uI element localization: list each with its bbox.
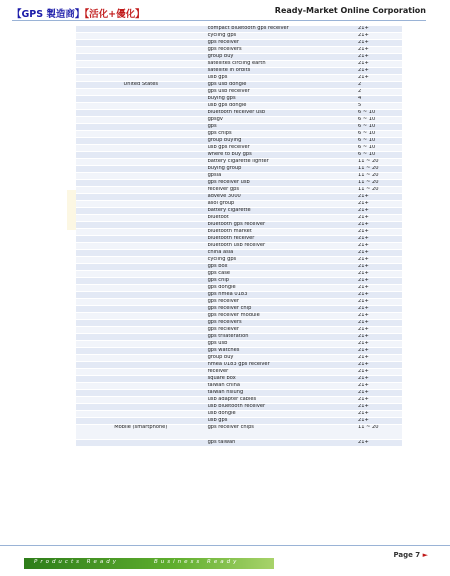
value-cell: 21+ (356, 306, 402, 313)
keyword-cell: usb dongle (206, 411, 356, 418)
keyword-cell: buying group (206, 166, 356, 173)
header-optimize: 【活化+優化】 (84, 9, 145, 20)
region-cell (76, 54, 206, 61)
value-cell: 21+ (356, 264, 402, 271)
region-cell (76, 257, 206, 264)
keyword-cell: group buying (206, 138, 356, 145)
table-row (76, 187, 402, 194)
region-cell (76, 306, 206, 313)
region-cell (76, 418, 206, 425)
table-row (76, 54, 402, 61)
table-row (76, 201, 402, 208)
table-row (76, 194, 402, 201)
region-cell (76, 103, 206, 110)
keyword-cell: usb gps dongle (206, 103, 356, 110)
value-cell: 11 ~ 20 (356, 180, 402, 187)
region-cell (76, 152, 206, 159)
value-cell: 11 ~ 20 (356, 187, 402, 194)
value-cell: 21+ (356, 292, 402, 299)
footer-divider (0, 545, 450, 546)
table-row (76, 138, 402, 145)
value-cell: 21+ (356, 440, 402, 447)
keyword-cell: gps receiver (206, 40, 356, 47)
keyword-cell: gps receivers (206, 47, 356, 54)
table-row (76, 103, 402, 110)
table-row (76, 222, 402, 229)
region-cell (76, 362, 206, 369)
region-cell (76, 47, 206, 54)
keyword-cell: where to buy gps (206, 152, 356, 159)
region-cell (76, 369, 206, 376)
table-row (76, 292, 402, 299)
table-row (76, 110, 402, 117)
keyword-cell: battery cigarette lighter (206, 159, 356, 166)
value-cell: 21+ (356, 341, 402, 348)
keyword-cell: cycling gps (206, 33, 356, 40)
region-cell (76, 194, 206, 201)
keyword-cell: gps receiver chips (206, 425, 356, 440)
keyword-cell: satellite in orbits (206, 68, 356, 75)
keyword-cell: bluetooth usb receiver (206, 243, 356, 250)
region-cell (76, 166, 206, 173)
value-cell: 6 ~ 10 (356, 117, 402, 124)
value-cell: 21+ (356, 208, 402, 215)
keyword-cell: adveve 3000 (206, 194, 356, 201)
keyword-cell: gpsia (206, 173, 356, 180)
keyword-cell: asoi group (206, 201, 356, 208)
table-row (76, 145, 402, 152)
keyword-cell: gps watches (206, 348, 356, 355)
keyword-cell: taiwan china (206, 383, 356, 390)
value-cell: 21+ (356, 215, 402, 222)
keyword-cell: taiwan hsiung (206, 390, 356, 397)
table-row (76, 82, 402, 89)
keyword-cell: gps reciever (206, 327, 356, 334)
value-cell: 6 ~ 10 (356, 145, 402, 152)
value-cell: 21+ (356, 376, 402, 383)
banner-business-ready: Business Ready (154, 559, 240, 565)
table-row (76, 334, 402, 341)
value-cell: 11 ~ 20 (356, 166, 402, 173)
value-cell: 5 (356, 103, 402, 110)
keyword-cell: gps usb (206, 341, 356, 348)
region-cell (76, 243, 206, 250)
region-cell (76, 327, 206, 334)
region-cell (76, 89, 206, 96)
keyword-cell: group buy (206, 54, 356, 61)
table-row (76, 68, 402, 75)
value-cell: 21+ (356, 257, 402, 264)
value-cell: 21+ (356, 40, 402, 47)
page-label: Page 7 (393, 551, 421, 559)
value-cell: 6 ~ 10 (356, 138, 402, 145)
keyword-cell: group buy (206, 355, 356, 362)
table-row (76, 75, 402, 82)
table-row (76, 117, 402, 124)
table-row (76, 271, 402, 278)
table-row (76, 159, 402, 166)
region-cell (76, 278, 206, 285)
keyword-cell: cycling gps (206, 257, 356, 264)
region-cell (76, 145, 206, 152)
table-row (76, 418, 402, 425)
region-cell (76, 313, 206, 320)
keyword-cell: gps receiver chip (206, 306, 356, 313)
table-row (76, 341, 402, 348)
region-cell (76, 334, 206, 341)
region-cell (76, 271, 206, 278)
keyword-cell: gps case (206, 271, 356, 278)
table-row (76, 320, 402, 327)
keyword-cell: bluetooth receiver usb (206, 110, 356, 117)
table-row (76, 390, 402, 397)
keyword-cell: gps (206, 124, 356, 131)
keyword-cell: battery cigarette (206, 208, 356, 215)
header-manufacturer: 【GPS 製造商】 (12, 9, 85, 20)
region-cell (76, 390, 206, 397)
region-cell (76, 348, 206, 355)
value-cell: 6 ~ 10 (356, 110, 402, 117)
value-cell: 21+ (356, 327, 402, 334)
region-cell (76, 250, 206, 257)
value-cell: 21+ (356, 194, 402, 201)
region-cell (76, 404, 206, 411)
table-row (76, 229, 402, 236)
value-cell: 11 ~ 20 (356, 425, 402, 440)
value-cell: 6 ~ 10 (356, 124, 402, 131)
page-number (393, 551, 428, 559)
table-row (76, 33, 402, 40)
keyword-cell: gps receiver module (206, 313, 356, 320)
table-row (76, 362, 402, 369)
keyword-cell: gps dongle (206, 285, 356, 292)
value-cell: 21+ (356, 313, 402, 320)
region-cell (76, 215, 206, 222)
value-cell: 6 ~ 10 (356, 131, 402, 138)
keyword-cell: compact bluetooth gps receiver (206, 26, 356, 33)
region-cell (76, 33, 206, 40)
table-row (76, 61, 402, 68)
region-cell: United States (76, 82, 206, 89)
table-row (76, 440, 402, 447)
region-cell (76, 229, 206, 236)
region-cell (76, 40, 206, 47)
keyword-cell: china asia (206, 250, 356, 257)
value-cell: 21+ (356, 54, 402, 61)
value-cell: 21+ (356, 75, 402, 82)
value-cell: 21+ (356, 236, 402, 243)
region-cell (76, 124, 206, 131)
table-row (76, 397, 402, 404)
value-cell: 21+ (356, 411, 402, 418)
value-cell: 21+ (356, 222, 402, 229)
table-row (76, 47, 402, 54)
region-cell: Mobile (smartphone) (76, 425, 206, 440)
value-cell: 11 ~ 20 (356, 173, 402, 180)
keyword-cell: usb bluetooth receiver (206, 404, 356, 411)
value-cell: 2 (356, 82, 402, 89)
keyword-cell: gps receivers (206, 320, 356, 327)
table-row (76, 376, 402, 383)
keyword-cell: usb gps receiver (206, 145, 356, 152)
value-cell: 21+ (356, 47, 402, 54)
table-row (76, 299, 402, 306)
table-row (76, 355, 402, 362)
company-name: Ready-Market Online Corporation (274, 6, 426, 15)
region-cell (76, 411, 206, 418)
keyword-cell: bluetooth receiver (206, 236, 356, 243)
value-cell: 21+ (356, 278, 402, 285)
value-cell: 21+ (356, 33, 402, 40)
value-cell: 21+ (356, 285, 402, 292)
region-cell (76, 299, 206, 306)
keyword-table (76, 26, 402, 447)
table-row (76, 166, 402, 173)
table-row (76, 208, 402, 215)
table-row (76, 250, 402, 257)
value-cell: 21+ (356, 68, 402, 75)
keyword-cell: buying gps (206, 96, 356, 103)
table-row (76, 236, 402, 243)
table-row (76, 425, 402, 440)
region-cell (76, 159, 206, 166)
table-row (76, 215, 402, 222)
table-row (76, 96, 402, 103)
table-row (76, 327, 402, 334)
value-cell: 21+ (356, 383, 402, 390)
keyword-cell: gps receiver (206, 299, 356, 306)
region-cell (76, 236, 206, 243)
region-cell (76, 75, 206, 82)
table-row (76, 348, 402, 355)
table-row (76, 89, 402, 96)
table-row (76, 152, 402, 159)
value-cell: 21+ (356, 362, 402, 369)
region-cell (76, 320, 206, 327)
table-row (76, 411, 402, 418)
region-cell (76, 173, 206, 180)
region-cell (76, 397, 206, 404)
value-cell: 21+ (356, 61, 402, 68)
region-cell (76, 285, 206, 292)
table-row (76, 173, 402, 180)
table-row (76, 285, 402, 292)
keyword-cell: square box (206, 376, 356, 383)
table-row (76, 131, 402, 138)
table-row (76, 124, 402, 131)
region-cell (76, 138, 206, 145)
value-cell: 21+ (356, 26, 402, 33)
region-cell (76, 222, 206, 229)
region-cell (76, 376, 206, 383)
keyword-cell: usb gps (206, 75, 356, 82)
header-divider (12, 20, 426, 21)
value-cell: 4 (356, 96, 402, 103)
region-cell (76, 68, 206, 75)
region-cell (76, 110, 206, 117)
page-header (12, 6, 426, 20)
keyword-cell: gps box (206, 264, 356, 271)
region-cell (76, 440, 206, 447)
table-row (76, 40, 402, 47)
value-cell: 21+ (356, 271, 402, 278)
region-cell (76, 383, 206, 390)
table-row (76, 383, 402, 390)
keyword-cell: satellites circling earth (206, 61, 356, 68)
table-row (76, 313, 402, 320)
keyword-cell: receiver (206, 369, 356, 376)
region-cell (76, 96, 206, 103)
table-row (76, 257, 402, 264)
table-row (76, 243, 402, 250)
footer-banner (24, 558, 274, 569)
keyword-cell: gps trilateration (206, 334, 356, 341)
table-row (76, 264, 402, 271)
keyword-cell: usb adapter cables (206, 397, 356, 404)
value-cell: 21+ (356, 355, 402, 362)
keyword-cell: gps taiwan (206, 440, 356, 447)
keyword-cell: gps nmea 0183 (206, 292, 356, 299)
region-cell (76, 201, 206, 208)
region-cell (76, 187, 206, 194)
value-cell: 21+ (356, 397, 402, 404)
keyword-cell: nmea 0183 gps receiver (206, 362, 356, 369)
value-cell: 11 ~ 20 (356, 159, 402, 166)
keyword-cell: bluetooth gps receiver (206, 222, 356, 229)
value-cell: 21+ (356, 334, 402, 341)
keyword-cell: gps usb receiver (206, 89, 356, 96)
value-cell: 21+ (356, 243, 402, 250)
region-cell (76, 264, 206, 271)
keyword-cell: gps usb dongle (206, 82, 356, 89)
value-cell: 21+ (356, 418, 402, 425)
region-cell (76, 180, 206, 187)
value-cell: 21+ (356, 201, 402, 208)
table-row (76, 306, 402, 313)
value-cell: 21+ (356, 390, 402, 397)
value-cell: 21+ (356, 320, 402, 327)
value-cell: 21+ (356, 369, 402, 376)
keyword-cell: usb gps (206, 418, 356, 425)
page-arrow-icon: ► (422, 551, 428, 559)
keyword-cell: bluetooth market (206, 229, 356, 236)
value-cell: 21+ (356, 229, 402, 236)
value-cell: 21+ (356, 404, 402, 411)
value-cell: 21+ (356, 250, 402, 257)
banner-products-ready: Products Ready (34, 559, 120, 565)
region-cell (76, 61, 206, 68)
keyword-cell: receiver gps (206, 187, 356, 194)
table-row (76, 278, 402, 285)
table-row (76, 404, 402, 411)
region-cell (76, 208, 206, 215)
value-cell: 6 ~ 10 (356, 152, 402, 159)
keyword-cell: gps receiver usb (206, 180, 356, 187)
table-row (76, 180, 402, 187)
keyword-cell: gpsgv (206, 117, 356, 124)
region-cell (76, 117, 206, 124)
value-cell: 2 (356, 89, 402, 96)
value-cell: 21+ (356, 299, 402, 306)
region-cell (76, 341, 206, 348)
header-title (12, 6, 145, 20)
keyword-cell: bluetoot (206, 215, 356, 222)
keyword-cell: gps chips (206, 131, 356, 138)
region-cell (76, 355, 206, 362)
keyword-cell: gps chip (206, 278, 356, 285)
table-row (76, 369, 402, 376)
region-cell (76, 131, 206, 138)
region-cell (76, 292, 206, 299)
value-cell: 21+ (356, 348, 402, 355)
